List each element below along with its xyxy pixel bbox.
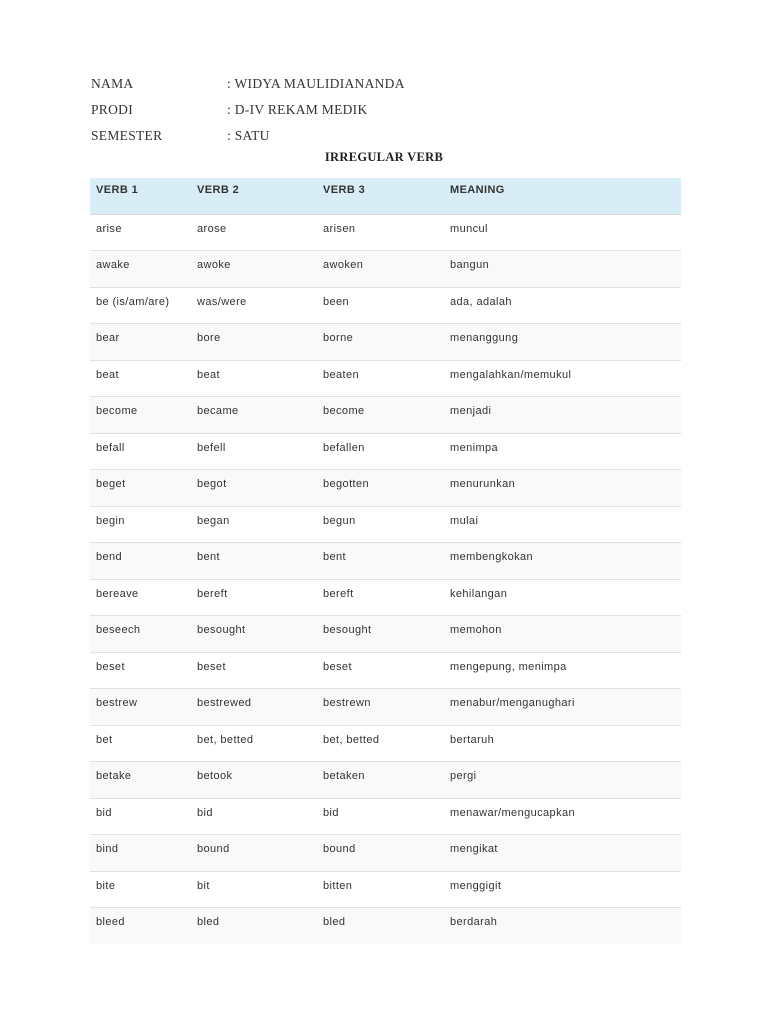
column-header-verb2: VERB 2 [191, 178, 317, 214]
table-row [90, 871, 681, 908]
verb3-cell: borne [323, 332, 354, 344]
meaning-cell: menabur/menganughari [450, 697, 575, 709]
info-row-semester [91, 123, 405, 149]
verb2-cell: bet, betted [197, 733, 254, 746]
verb1-cell: betake [96, 770, 132, 782]
column-header-meaning: MEANING [444, 178, 681, 214]
verb1-cell: bear [96, 332, 120, 344]
verb1-cell: be (is/am/are) [96, 295, 170, 308]
verb2-cell: begot [197, 478, 227, 490]
verb3-cell: awoken [323, 259, 364, 271]
verb2-cell: became [197, 405, 239, 417]
verb2-cell: befell [197, 441, 226, 454]
table-row [90, 251, 681, 288]
table-row [90, 762, 681, 799]
verb1-cell: beget [96, 478, 126, 490]
verb3-cell: bitten [323, 879, 353, 892]
meaning-cell: muncul [450, 222, 488, 235]
verb2-cell: was/were [197, 295, 247, 308]
verb1-cell: bend [96, 551, 123, 563]
meaning-cell: mengepung, menimpa [450, 660, 567, 673]
verb2-cell: bid [197, 806, 213, 819]
verb2-cell: bore [197, 332, 221, 344]
verb2-cell: awoke [197, 259, 231, 271]
prodi-label: PRODI [91, 102, 134, 117]
verb2-cell: bit [197, 879, 210, 892]
table-row [90, 324, 681, 361]
verb3-cell: beaten [323, 368, 360, 381]
name-label: NAMA [91, 76, 134, 91]
irregular-verb-table [90, 178, 681, 944]
table-row [90, 835, 681, 872]
table-row [90, 433, 681, 470]
verb1-cell: bestrew [96, 697, 138, 709]
verb3-cell: bet, betted [323, 733, 380, 746]
meaning-cell: membengkokan [450, 551, 534, 563]
verb3-cell: betaken [323, 770, 365, 782]
verb3-cell: been [323, 295, 350, 308]
info-row-prodi [91, 97, 405, 123]
table-row [90, 798, 681, 835]
table-row [90, 360, 681, 397]
table-row [90, 725, 681, 762]
verb3-cell: bestrewn [323, 697, 371, 709]
verb2-cell: bound [197, 843, 230, 855]
column-header-verb1: VERB 1 [90, 178, 191, 214]
meaning-cell: menjadi [450, 405, 492, 417]
verb1-cell: become [96, 405, 138, 417]
table-row [90, 397, 681, 434]
verb2-cell: arose [197, 222, 227, 235]
table-row [90, 506, 681, 543]
meaning-cell: menurunkan [450, 478, 516, 490]
name-value: : WIDYA MAULIDIANANDA [227, 76, 405, 91]
meaning-cell: menimpa [450, 441, 499, 454]
verb1-cell: bleed [96, 916, 125, 928]
verb3-cell: arisen [323, 222, 356, 235]
table-header-row [90, 178, 681, 214]
document-title: IRREGULAR VERB [324, 150, 444, 164]
verb1-cell: beset [96, 660, 125, 673]
prodi-value: : D-IV REKAM MEDIK [227, 102, 368, 117]
verb2-cell: bent [197, 551, 221, 563]
table-row [90, 652, 681, 689]
verb2-cell: beat [197, 368, 221, 381]
student-info [91, 71, 405, 149]
verb1-cell: beat [96, 368, 120, 381]
verb2-cell: bestrewed [197, 697, 252, 709]
meaning-cell: berdarah [450, 916, 498, 928]
meaning-cell: bangun [450, 259, 490, 271]
meaning-cell: bertaruh [450, 733, 495, 746]
meaning-cell: ada, adalah [450, 295, 512, 308]
meaning-cell: memohon [450, 624, 502, 636]
verb2-cell: besought [197, 624, 246, 636]
table-row [90, 579, 681, 616]
verb3-cell: bled [323, 916, 346, 928]
verb3-cell: bent [323, 551, 347, 563]
verb1-cell: beseech [96, 624, 141, 636]
table-row [90, 616, 681, 653]
verb3-cell: besought [323, 624, 372, 636]
semester-value: : SATU [227, 128, 270, 143]
verb3-cell: become [323, 405, 365, 417]
meaning-cell: pergi [450, 770, 477, 782]
table-row [90, 214, 681, 251]
meaning-cell: menggigit [450, 879, 502, 892]
verb2-cell: bled [197, 916, 220, 928]
meaning-cell: mulai [450, 514, 479, 527]
info-row-name [91, 71, 405, 97]
verb2-cell: bereft [197, 587, 228, 600]
verb1-cell: befall [96, 441, 125, 454]
verb1-cell: arise [96, 222, 122, 235]
meaning-cell: mengikat [450, 843, 498, 855]
meaning-cell: menanggung [450, 332, 519, 344]
column-header-verb3: VERB 3 [317, 178, 444, 214]
meaning-cell: kehilangan [450, 587, 508, 600]
verb3-cell: begotten [323, 478, 370, 490]
verb1-cell: awake [96, 259, 130, 271]
verb3-cell: bereft [323, 587, 354, 600]
semester-label: SEMESTER [91, 128, 163, 143]
verb3-cell: begun [323, 514, 356, 527]
table-row [90, 287, 681, 324]
verb2-cell: began [197, 514, 230, 527]
table-body [90, 214, 681, 944]
verb2-cell: betook [197, 770, 233, 782]
verb1-cell: bet [96, 733, 113, 746]
verb3-cell: bound [323, 843, 356, 855]
meaning-cell: mengalahkan/memukul [450, 368, 572, 381]
table-row [90, 543, 681, 580]
verb3-cell: beset [323, 660, 352, 673]
table-row [90, 908, 681, 945]
table-row [90, 689, 681, 726]
table-row [90, 470, 681, 507]
verb1-cell: bid [96, 806, 112, 819]
verb1-cell: bind [96, 843, 119, 855]
verb3-cell: befallen [323, 441, 365, 454]
meaning-cell: menawar/mengucapkan [450, 806, 576, 819]
verb2-cell: beset [197, 660, 226, 673]
verb1-cell: bereave [96, 587, 139, 600]
verb1-cell: bite [96, 879, 116, 892]
verb1-cell: begin [96, 514, 125, 527]
verb3-cell: bid [323, 806, 339, 819]
